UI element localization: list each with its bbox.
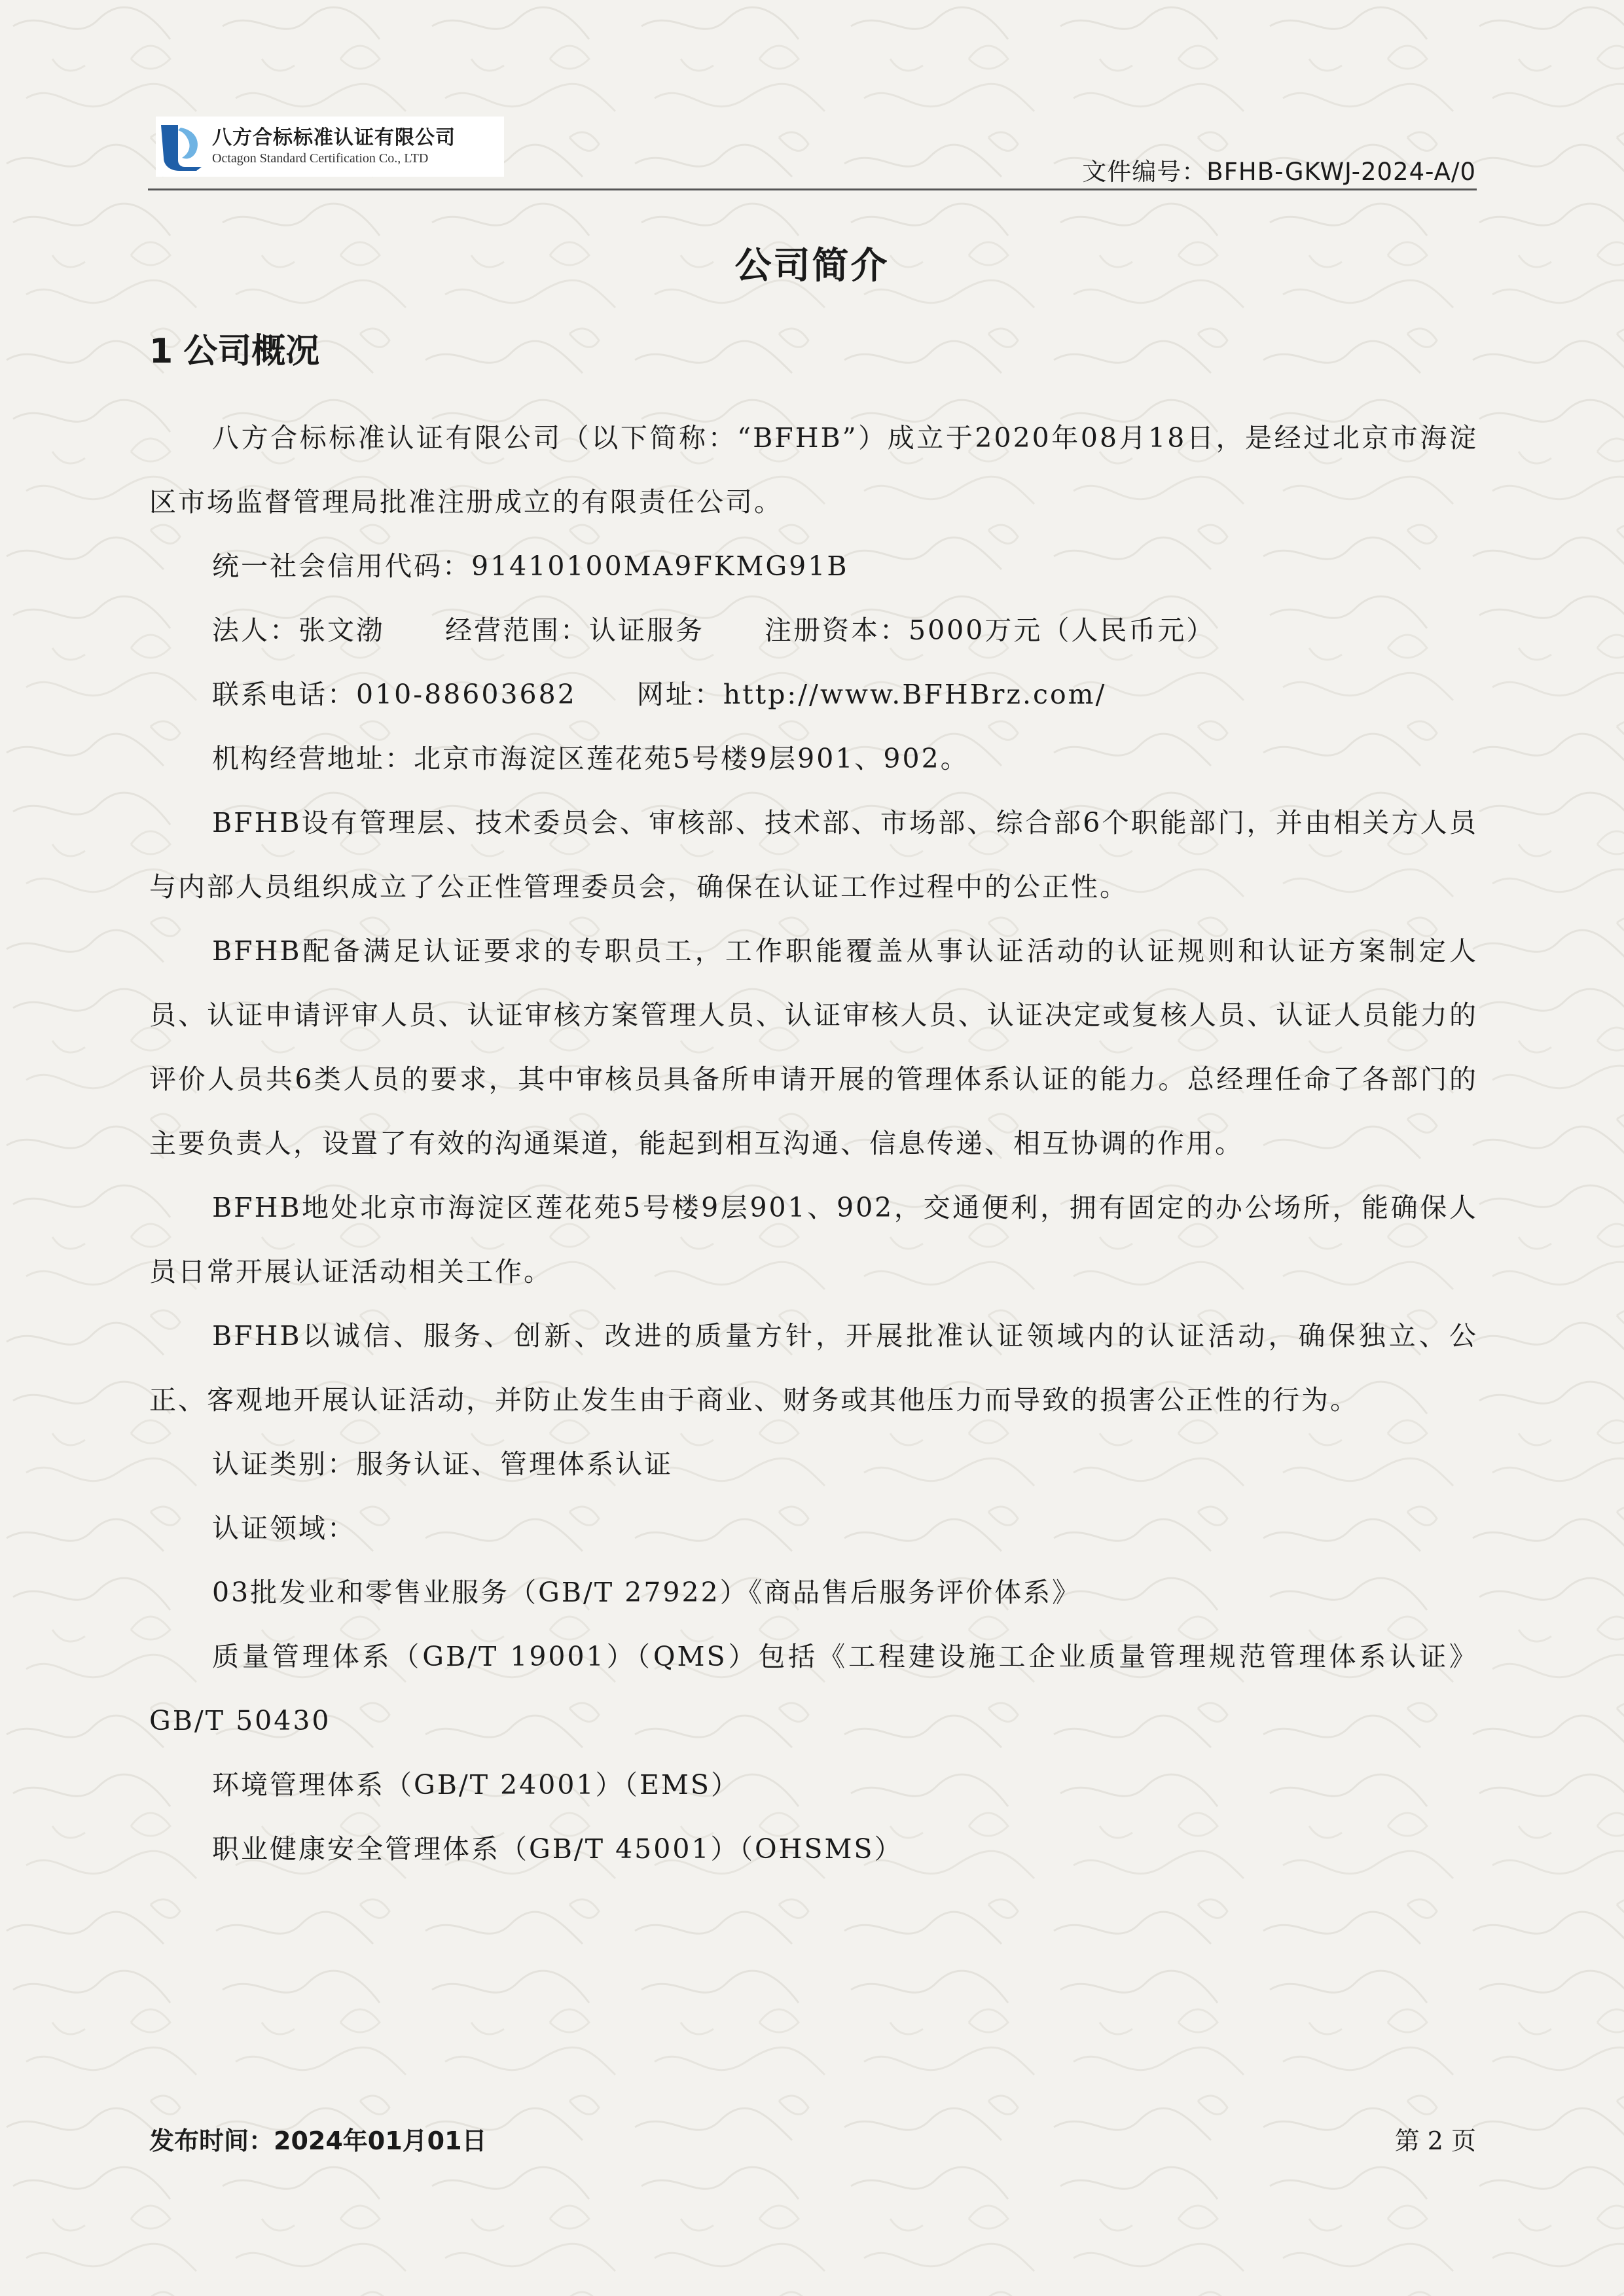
logo-mark-icon bbox=[158, 121, 206, 172]
page-title: 公司简介 bbox=[734, 245, 890, 287]
company-info-line bbox=[149, 598, 1478, 662]
logo-company-name-cn: 八方合标标准认证有限公司 bbox=[212, 126, 456, 149]
certification-field-item: 环境管理体系（GB/T 24001）（EMS） bbox=[212, 1769, 740, 1801]
logo-company-name-en: Octagon Standard Certification Co., LTD bbox=[212, 151, 429, 166]
certification-types: 认证类别：服务认证、管理体系认证 bbox=[212, 1448, 673, 1480]
credit-code-line: 统一社会信用代码：91410100MA9FKMG91B bbox=[212, 550, 849, 582]
section-heading bbox=[149, 323, 319, 372]
location-paragraph: BFHB地处北京市海淀区莲花苑5号楼9层901、902，交通便利，拥有固定的办公场所，能确保人员日常开展认证活动相关工作。 bbox=[149, 1192, 1478, 1287]
publish-date: 发布时间：2024年01月01日 bbox=[149, 2126, 487, 2155]
certification-field-item: 职业健康安全管理体系（GB/T 45001）（OHSMS） bbox=[212, 1833, 903, 1865]
section-title: 公司概况 bbox=[183, 332, 320, 371]
website: 网址：http://www.BFHBrz.com/ bbox=[636, 679, 1107, 710]
contact-line bbox=[149, 662, 1478, 726]
legal-person: 法人：张文渤 bbox=[212, 615, 385, 646]
phone-number: 联系电话：010-88603682 bbox=[212, 679, 577, 710]
certification-field-item: 质量管理体系（GB/T 19001）（QMS）包括《工程建设施工企业质量管理规范管理体系认证》GB/T 50430 bbox=[149, 1641, 1478, 1736]
header-divider bbox=[148, 188, 1477, 190]
document-number: 文件编号：BFHB-GKWJ-2024-A/0 bbox=[1082, 158, 1476, 186]
departments-paragraph: BFHB设有管理层、技术委员会、审核部、技术部、市场部、综合部6个职能部门，并由相关方人员与内部人员组织成立了公正性管理委员会，确保在认证工作过程中的公正性。 bbox=[149, 807, 1478, 903]
company-logo bbox=[156, 117, 504, 177]
staff-paragraph: BFHB配备满足认证要求的专职员工，工作职能覆盖从事认证活动的认证规则和认证方案制定人员、认证申请评审人员、认证审核方案管理人员、认证审核人员、认证决定或复核人员、认证人员能力的评价人员共6类人员的要求，其中审核员具备所申请开展的管理体系认证的能力。总经理任命了各部门的主要负责人，设置了有效的沟通渠道，能起到相互沟通、信息传递、相互协调的作用。 bbox=[149, 935, 1478, 1159]
document-body bbox=[149, 406, 1478, 1881]
business-scope: 经营范围：认证服务 bbox=[445, 615, 704, 646]
intro-paragraph: 八方合标标准认证有限公司（以下简称：“BFHB”）成立于2020年08月18日，是经过北京市海淀区市场监督管理局批准注册成立的有限责任公司。 bbox=[149, 422, 1478, 518]
certification-fields-label: 认证领域： bbox=[212, 1513, 356, 1544]
policy-paragraph: BFHB以诚信、服务、创新、改进的质量方针，开展批准认证领域内的认证活动，确保独立、公正、客观地开展认证活动，并防止发生由于商业、财务或其他压力而导致的损害公正性的行为。 bbox=[149, 1320, 1478, 1416]
section-number: 1 bbox=[149, 332, 173, 371]
address-line: 机构经营地址：北京市海淀区莲花苑5号楼9层901、902。 bbox=[212, 743, 969, 774]
certification-field-item: 03批发业和零售业服务（GB/T 27922）《商品售后服务评价体系》 bbox=[212, 1577, 1081, 1608]
registered-capital: 注册资本：5000万元（人民币元） bbox=[765, 615, 1216, 646]
page-number: 第 2 页 bbox=[1394, 2126, 1476, 2155]
